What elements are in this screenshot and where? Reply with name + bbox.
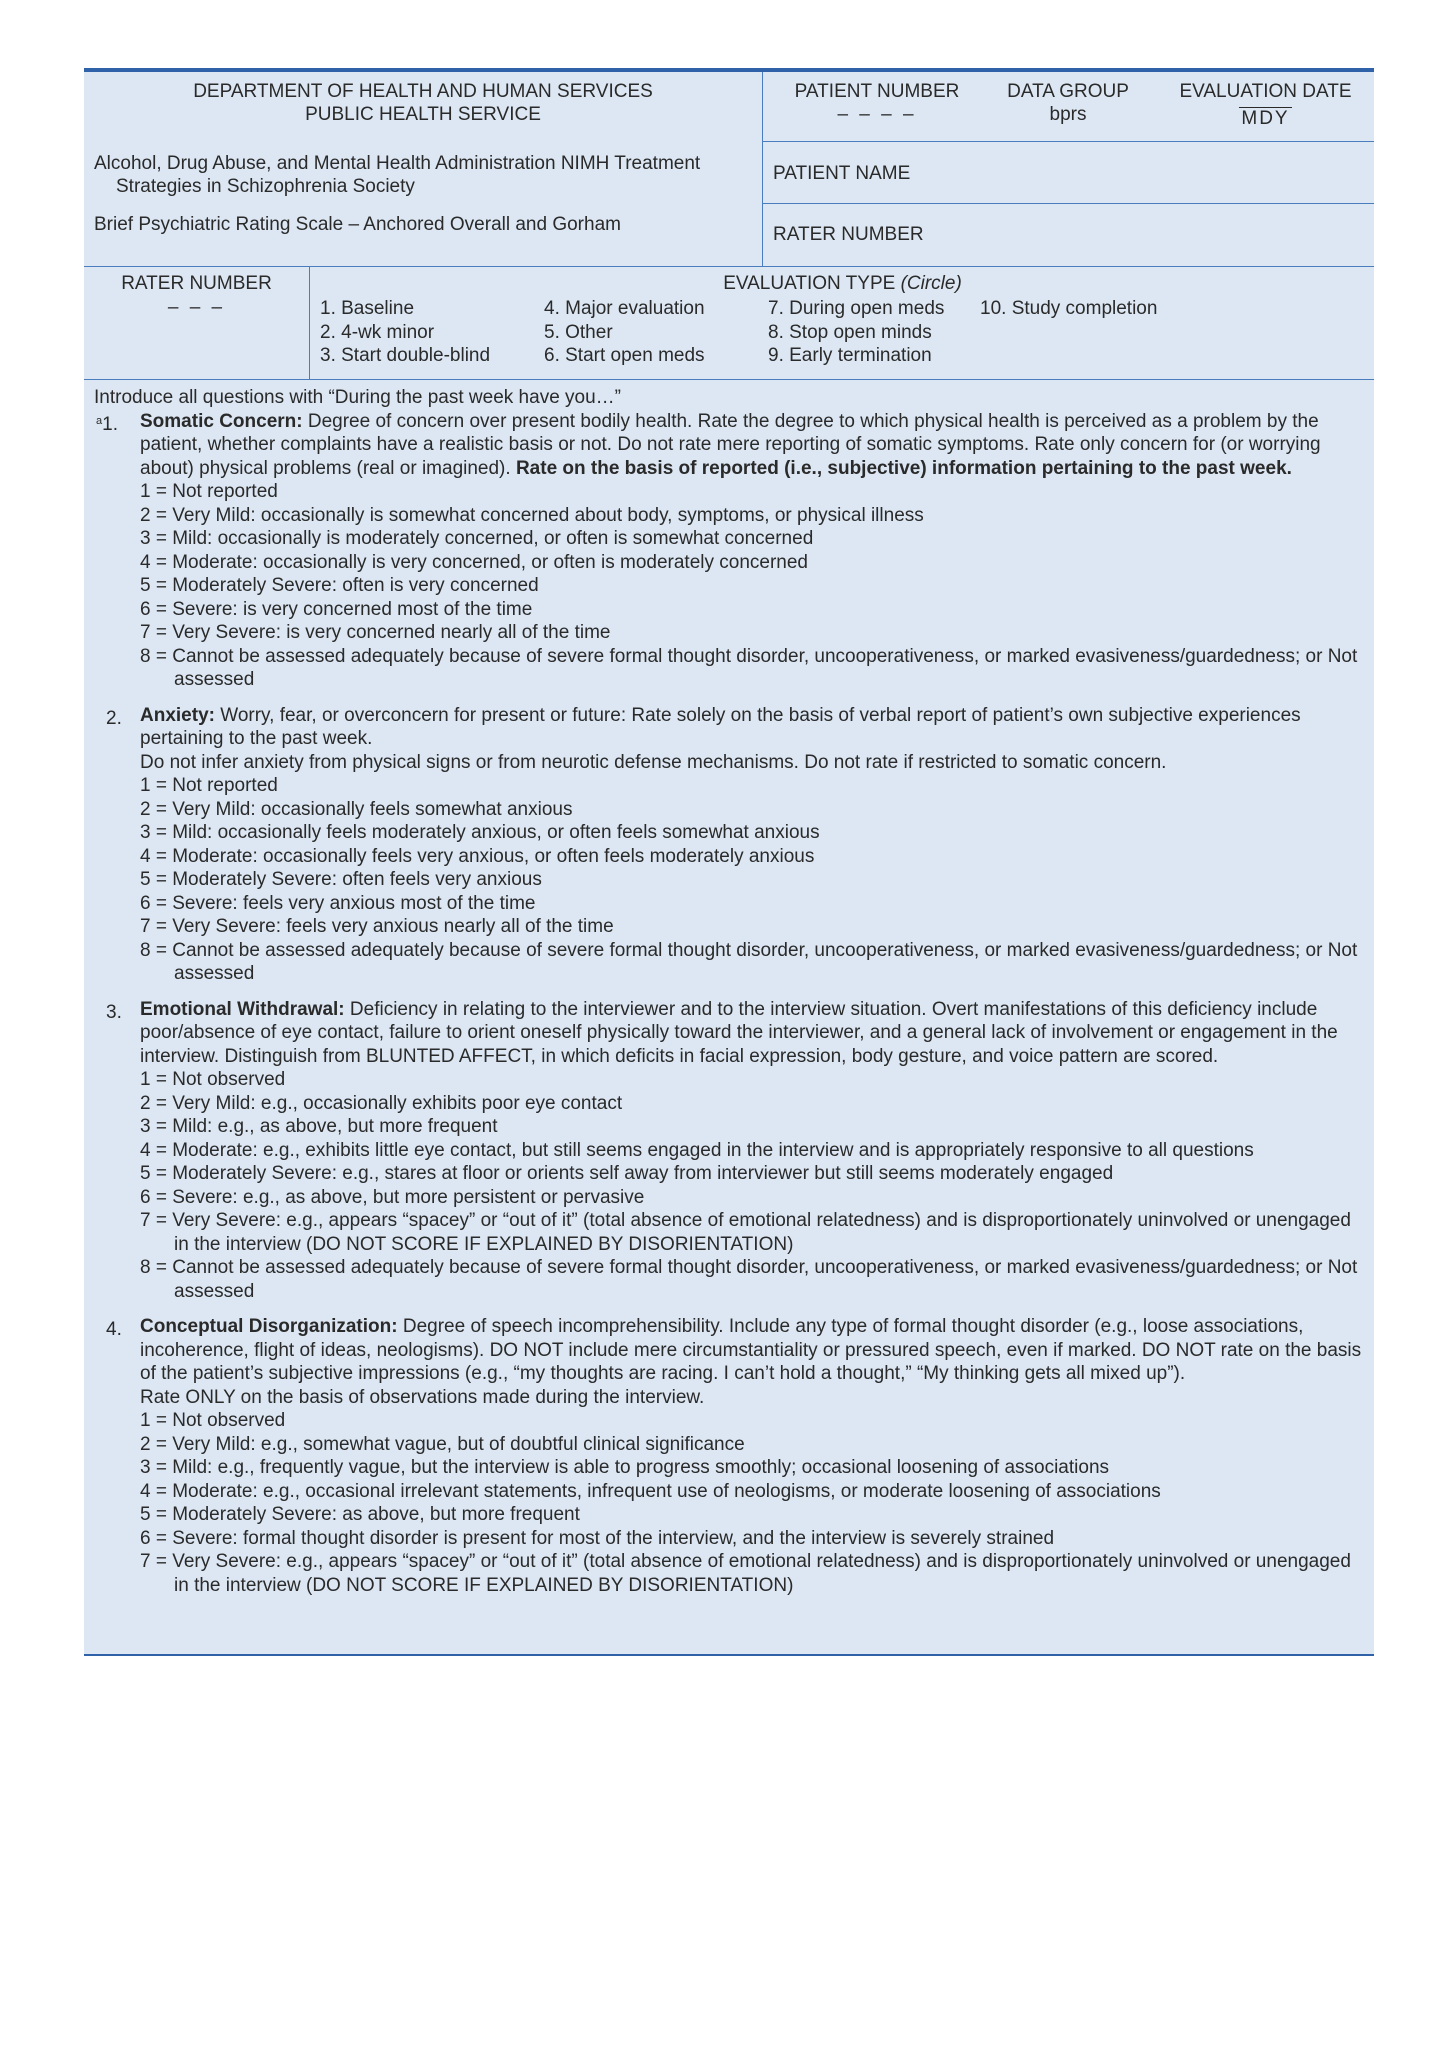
item-description-text: Deficiency in relating to the interviewer and to the interview situation. Overt manifestations of this deficiency include poor/absence of eye contact, failure to orient oneself physically toward the interviewer, and a general lack of involvement or engagement in the interview. Distinguish from BLUNTED AFFECT, in which deficits in facial expression, body gesture, and voice pattern are scored. (140, 998, 1338, 1067)
header-left (84, 72, 763, 266)
data-group-value: bprs (1049, 104, 1087, 125)
intro-text: Introduce all questions with “During the past week have you…” (94, 387, 621, 408)
evaluation-date-cell (1163, 80, 1368, 130)
evaluation-option[interactable]: 8. Stop open minds (768, 321, 932, 343)
rating-option[interactable]: 1 = Not observed (140, 1069, 286, 1090)
rating-option[interactable]: 1 = Not reported (140, 775, 278, 796)
evaluation-date-label: EVALUATION DATE (1179, 81, 1352, 102)
scale-name: Brief Psychiatric Rating Scale – Anchored Overall and Gorham (94, 214, 621, 235)
item-description (140, 410, 1364, 481)
service-name: PUBLIC HEALTH SERVICE (305, 104, 541, 125)
rating-option[interactable]: 4 = Moderate: e.g., exhibits little eye contact, but still seems engaged in the interview and is appropriately responsive to all questions (140, 1139, 1254, 1161)
patient-number-label: PATIENT NUMBER (794, 81, 960, 102)
item-number (96, 410, 118, 437)
rating-option[interactable]: 8 = Cannot be assessed adequately because of severe formal thought disorder, uncooperativeness, or marked evasiveness/guardedness; or Not assessed (140, 645, 1358, 690)
rating-item (94, 1315, 1364, 1597)
evaluation-option[interactable]: 9. Early termination (768, 345, 932, 366)
item-number-text: 1. (102, 413, 118, 435)
administration-line1: Alcohol, Drug Abuse, and Mental Health Administration NIMH Treatment (94, 153, 701, 174)
data-group-label: DATA GROUP (1007, 81, 1129, 102)
rating-option[interactable]: 7 = Very Severe: feels very anxious nearly all of the time (140, 916, 614, 937)
item-note: Rate ONLY on the basis of observations made during the interview. (140, 1386, 705, 1408)
data-group-cell (983, 80, 1153, 126)
evaluation-option[interactable]: 7. During open meds (768, 298, 945, 319)
evaluation-types-col1 (320, 297, 490, 368)
form-header (84, 72, 1374, 267)
rating-option[interactable]: 4 = Moderate: occasionally feels very anxious, or often feels moderately anxious (140, 845, 815, 867)
rating-option[interactable]: 5 = Moderately Severe: often feels very anxious (140, 869, 542, 890)
rating-option[interactable]: 6 = Severe: feels very anxious most of the time (140, 892, 536, 914)
rating-option[interactable]: 8 = Cannot be assessed adequately because of severe formal thought disorder, uncooperativeness, or marked evasiveness/guardedness; or Not assessed (140, 1257, 1358, 1302)
rating-option[interactable]: 6 = Severe: is very concerned most of the time (140, 598, 533, 620)
patient-number-field[interactable]: – – – – (837, 104, 917, 125)
item-title: Anxiety: (140, 704, 215, 726)
item-number-text: 2. (106, 707, 122, 729)
evaluation-option[interactable]: 2. 4-wk minor (320, 321, 435, 343)
evaluation-option[interactable]: 6. Start open meds (544, 345, 705, 366)
rating-option[interactable]: 5 = Moderately Severe: as above, but more frequent (140, 1504, 580, 1525)
evaluation-types-col4 (980, 297, 1157, 321)
rating-item (94, 998, 1364, 1304)
evaluation-type-section (84, 267, 1374, 380)
item-title: Conceptual Disorganization: (140, 1316, 398, 1337)
rating-option[interactable]: 1 = Not reported (140, 481, 278, 502)
item-description (140, 704, 1364, 751)
item-description (140, 998, 1364, 1069)
item-description-bold: Rate on the basis of reported (i.e., subjective) information pertaining to the past week. (515, 457, 1292, 479)
patient-number-cell (777, 80, 977, 126)
identifier-row (763, 72, 1374, 142)
item-spacer (94, 1303, 1364, 1315)
rating-option[interactable]: 3 = Mild: occasionally is moderately concerned, or often is somewhat concerned (140, 528, 814, 549)
patient-name-row[interactable] (763, 142, 1374, 204)
evaluation-types-col2 (544, 297, 705, 368)
evaluation-option[interactable]: 1. Baseline (320, 298, 415, 319)
rating-option[interactable]: 7 = Very Severe: e.g., appears “spacey” or “out of it” (total absence of emotional relatedness) and is disproportionately uninvolved or unengaged in the interview (DO NOT SCORE IF EXPLAINED BY DISORIENTATION) (140, 1551, 1351, 1596)
patient-name-label: PATIENT NAME (773, 163, 911, 184)
administration-line2: Strategies in Schizophrenia Society (116, 176, 415, 197)
evaluation-types-col3 (768, 297, 944, 368)
item-spacer (94, 692, 1364, 704)
rating-option[interactable]: 6 = Severe: formal thought disorder is present for most of the interview, and the interview is severely strained (140, 1527, 1055, 1549)
rater-number-field[interactable]: – – – (167, 296, 226, 318)
rating-option[interactable]: 2 = Very Mild: occasionally is somewhat concerned about body, symptoms, or physical illness (140, 504, 924, 526)
rating-item (94, 410, 1364, 692)
item-number (106, 704, 122, 731)
evaluation-type-note: (Circle) (900, 273, 962, 294)
item-number-text: 3. (106, 1001, 122, 1023)
rating-items (94, 386, 1364, 1597)
rating-option[interactable]: 5 = Moderately Severe: often is very concerned (140, 575, 539, 596)
evaluation-option[interactable]: 10. Study completion (980, 298, 1158, 319)
evaluation-option[interactable]: 3. Start double-blind (320, 345, 491, 366)
rating-option[interactable]: 3 = Mild: occasionally feels moderately anxious, or often feels somewhat anxious (140, 822, 820, 843)
rating-option[interactable]: 7 = Very Severe: e.g., appears “spacey” or “out of it” (total absence of emotional relatedness) and is disproportionately uninvolved or unengaged in the interview (DO NOT SCORE IF EXPLAINED BY DISORIENTATION) (140, 1210, 1351, 1255)
rating-option[interactable]: 6 = Severe: e.g., as above, but more persistent or pervasive (140, 1186, 645, 1208)
item-title: Emotional Withdrawal: (140, 998, 345, 1020)
rater-number-label: RATER NUMBER (121, 273, 272, 294)
rating-option[interactable]: 2 = Very Mild: e.g., somewhat vague, but of doubtful clinical significance (140, 1433, 745, 1455)
rating-option[interactable]: 3 = Mild: e.g., as above, but more frequent (140, 1116, 498, 1137)
evaluation-date-field[interactable]: MDY (1241, 108, 1290, 129)
department-name: DEPARTMENT OF HEALTH AND HUMAN SERVICES (193, 81, 653, 102)
item-description (140, 1315, 1364, 1386)
bprs-form (84, 68, 1374, 1656)
items-list (94, 410, 1364, 1598)
item-note: Do not infer anxiety from physical signs or from neurotic defense mechanisms. Do not rate if restricted to somatic concern. (140, 751, 1167, 773)
footnote-marker: a (96, 414, 103, 427)
rating-option[interactable]: 2 = Very Mild: occasionally feels somewhat anxious (140, 798, 573, 820)
item-description-text: Worry, fear, or overconcern for present or future: Rate solely on the basis of verbal report of patient’s own subjective experiences pertaining to the past week. (140, 704, 1301, 749)
rating-option[interactable]: 4 = Moderate: e.g., occasional irrelevant statements, infrequent use of neologisms, or moderate loosening of associations (140, 1480, 1161, 1502)
item-number (106, 998, 122, 1025)
item-description-text: Degree of speech incomprehensibility. Include any type of formal thought disorder (e.g., loose associations, incoherence, flight of ideas, neologisms). DO NOT include mere circumstantiality or pressured speech, even if marked. DO NOT rate on the basis of the patient’s subjective impressions (e.g., “my thoughts are racing. I can’t hold a thought,” “My thinking gets all mixed up”). (140, 1316, 1362, 1384)
rating-option[interactable]: 2 = Very Mild: e.g., occasionally exhibits poor eye contact (140, 1092, 623, 1114)
rating-option[interactable]: 4 = Moderate: occasionally is very concerned, or often is moderately concerned (140, 551, 808, 573)
rater-number-label: RATER NUMBER (773, 224, 924, 245)
rating-option[interactable]: 1 = Not observed (140, 1410, 286, 1431)
rating-option[interactable]: 8 = Cannot be assessed adequately because of severe formal thought disorder, uncooperativeness, or marked evasiveness/guardedness; or Not assessed (140, 939, 1358, 984)
item-number-text: 4. (106, 1319, 122, 1340)
item-title: Somatic Concern: (140, 410, 303, 432)
rater-number-row[interactable] (763, 204, 1374, 266)
rater-number-cell (84, 267, 310, 379)
header-right (763, 72, 1374, 266)
rating-option[interactable]: 5 = Moderately Severe: e.g., stares at floor or orients self away from interviewer but still seems moderately engaged (140, 1163, 1114, 1184)
evaluation-option[interactable]: 5. Other (544, 321, 613, 343)
evaluation-type-label: EVALUATION TYPE (723, 273, 896, 294)
evaluation-option[interactable]: 4. Major evaluation (544, 298, 705, 319)
department-block (84, 80, 762, 126)
rating-item (94, 704, 1364, 986)
administration-block (94, 152, 759, 198)
item-number (106, 1315, 122, 1342)
evaluation-type-title (311, 272, 1374, 296)
rating-option[interactable]: 3 = Mild: e.g., frequently vague, but the interview is able to progress smoothly; occasional loosening of associations (140, 1457, 1110, 1478)
item-description-text: Degree of concern over present bodily health. Rate the degree to which physical health is perceived as a problem by the patient, whether complaints have a realistic basis or not. Do not rate mere reporting of somatic symptoms. Rate only concern for (or worrying about) physical problems (real or imagined). (140, 410, 1321, 479)
rating-option[interactable]: 7 = Very Severe: is very concerned nearly all of the time (140, 622, 611, 643)
item-spacer (94, 986, 1364, 998)
